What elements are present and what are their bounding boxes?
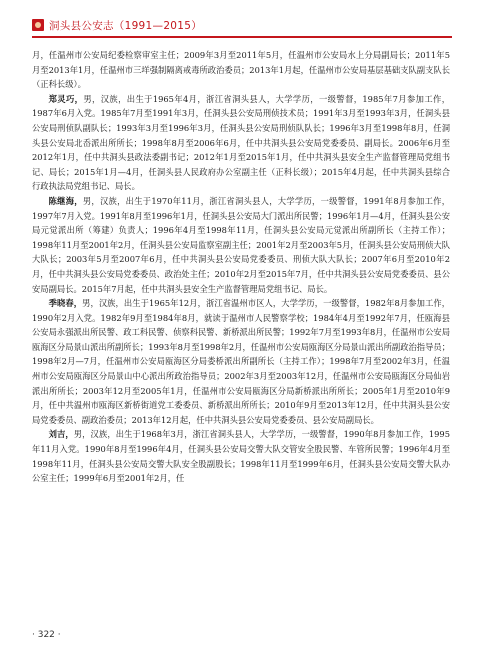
- person-name: 季晓春，: [48, 298, 83, 309]
- continued-paragraph: [32, 48, 450, 92]
- page-body: [32, 48, 450, 486]
- emblem-icon: [32, 19, 44, 31]
- biography-zheng-lingqiao: [32, 92, 450, 194]
- biography-chen-jihai: [32, 194, 450, 296]
- paragraph-text: 男，汉族，出生于1970年11月，浙江省洞头县人，大学学历，一级警督，1991年8月参加工作，1997年7月入党。1991年8月至1996年1月，任洞头县公安局大门派出所民警；1996年1月—4月，任洞头县公安局元觉派出所（筹建）负责人；1996年4月至1998年11月，任洞头县公安局元觉派出所副所长（主持工作）；1998年11月至2001年2月，任洞头县公安局监察室副主任；2001年2月至2003年5月，任洞头县公安局刑侦大队大队长；2003年5月至2007年6月，任中共洞头县公安局党委委员、刑侦大队大队长；2007年6月至2010年2月，任中共洞头县公安局党委委员、政治处主任；2010年2月至2015年7月，任中共洞头县公安局党委委员、县公安局副局长。2015年7月起，任中共洞头县安全生产监督管理局党组书记、局长。: [32, 195, 450, 294]
- paragraph-text: 男，汉族，出生于1968年3月，浙江省洞头县人，大学学历，一级警督，1990年8月参加工作，1995年11月入党。1990年8月至1996年4月，任洞头县公安局交警大队交管安全股民警、车管所民警；1996年4月至1998年11月，任洞头县公安局交警大队安全股副股长；1998年11月至1999年6月，任洞头县公安局交警大队办公室主任；1999年6月至2001年2月，任: [32, 429, 450, 484]
- running-title: 洞头县公安志（1991—2015）: [49, 20, 203, 32]
- page-header: [32, 16, 452, 38]
- paragraph-text: 男，汉族，出生于1965年4月，浙江省洞头县人，大学学历，一级警督，1985年7月参加工作，1987年6月入党。1985年7月至1991年3月，任洞头县公安局刑侦技术员；1991年3月至1993年3月，任洞头县公安局刑侦队副队长；1993年3月至1996年3月，任洞头县公安局刑侦队队长；1996年3月至1998年8月，任洞头县公安局北岙派出所所长；1998年8月至2006年6月，任中共洞头县公安局党委委员、副局长。2006年6月至2012年1月，任中共洞头县政法委副书记；2012年1月至2015年1月，任中共洞头县安全生产监督管理局党组书记、局长；2015年1月—4月，任洞头县人民政府办公室副主任（正科长级）；2015年4月起，任中共洞头县综合行政执法局党组书记、局长。: [32, 93, 450, 192]
- biography-ji-xiaochun: [32, 296, 450, 427]
- page-number: · 322 ·: [32, 630, 61, 640]
- header-rule: [32, 36, 452, 38]
- paragraph-text: 月，任温州市公安局纪委检察审室主任；2009年3月至2011年5月，任温州市公安局水上分局副局长；2011年5月至2013年1月，任温州市三垟强制隔离戒毒所政治委员；2013年1月起，任温州市公安局基层基础支队副支队长（正科长级）。: [32, 50, 450, 90]
- biography-liu-ji: [32, 427, 450, 485]
- person-name: 陈继海，: [48, 195, 83, 206]
- person-name: 刘吉，: [48, 429, 74, 440]
- paragraph-text: 男，汉族，出生于1965年12月，浙江省温州市区人，大学学历，一级警督，1982年8月参加工作，1990年2月入党。1982年9月至1984年8月，就读于温州市人民警察学校；1984年4月至1992年7月，任瓯海县公安局永强派出所民警、政工科民警、侦察科民警、新桥派出所民警；1992年7月至1993年8月，任温州市公安局瓯海区分局景山派出所副所长；1993年8月至1998年2月，任温州市公安局瓯海区分局景山派出所副政治指导员；1998年2月—7月，任温州市公安局瓯海区分局娄桥派出所副所长（主持工作）；1998年7月至2002年3月，任温州市公安局瓯海区分局景山中心派出所政治指导员；2002年3月至2003年12月，任温州市公安局瓯海区分局仙岩派出所所长；2003年12月至2005年1月，任温州市公安局瓯海区分局新桥派出所所长；2005年1月至2010年9月，任中共温州市瓯海区新桥街道党工委委员、新桥派出所所长；2010年9月至2013年12月，任中共洞头县公安局党委委员、副政治委员；2013年12月起，任中共洞头县公安局党委委员、县公安局副局长。: [32, 298, 450, 425]
- person-name: 郑灵巧，: [48, 93, 84, 104]
